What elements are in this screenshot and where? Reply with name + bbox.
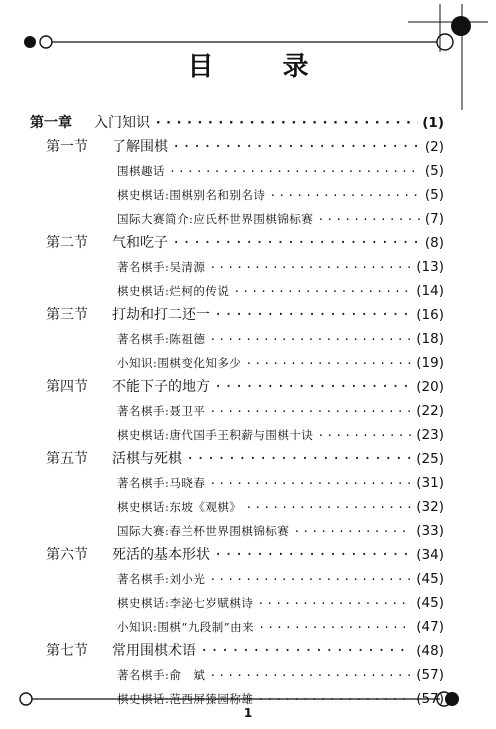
toc-entry-page: (2)	[424, 139, 444, 155]
toc-leader-dots	[269, 183, 421, 207]
toc-entry-sub[interactable]	[117, 279, 444, 303]
toc-entry-number: 第五节	[46, 451, 88, 467]
toc-entry-page: (33)	[416, 523, 444, 539]
toc-entry-label	[30, 111, 150, 135]
toc-entry-title: 国际大赛:春兰杯世界围棋锦标赛	[117, 524, 290, 538]
toc-leader-dots	[214, 303, 412, 327]
toc-leader-dots	[172, 135, 421, 159]
toc-leader-dots	[209, 471, 412, 495]
toc-entry-page: (20)	[416, 379, 444, 395]
toc-entry-title: 死活的基本形状	[112, 547, 210, 563]
toc-leader-dots	[154, 111, 418, 135]
page-title: 目 录	[187, 52, 339, 82]
toc-entry-label	[46, 231, 168, 255]
toc-entry-sub[interactable]	[117, 207, 444, 231]
toc-entry-label	[46, 135, 168, 159]
toc-leader-dots	[245, 351, 412, 375]
toc-entry-page: (57)	[416, 667, 444, 683]
toc-entry-label	[117, 615, 254, 639]
toc-leader-dots	[214, 543, 412, 567]
toc-entry-title: 棋史棋话:唐代国手王积薪与围棋十诀	[117, 428, 314, 442]
toc-entry-number: 第六节	[46, 547, 88, 563]
toc-leader-dots	[258, 615, 412, 639]
toc-entry-number: 第一节	[46, 139, 88, 155]
toc-entry-title: 小知识:围棋变化知多少	[117, 356, 242, 370]
toc-entry-label	[46, 447, 182, 471]
toc-entry-section[interactable]	[46, 375, 444, 399]
toc-entry-sub[interactable]	[117, 495, 444, 519]
toc-entry-section[interactable]	[46, 231, 444, 255]
toc-entry-title: 不能下子的地方	[112, 379, 210, 395]
toc-entry-sub[interactable]	[117, 255, 444, 279]
toc-entry-title: 棋史棋话:围棋别名和别名诗	[117, 188, 266, 202]
toc-entry-title: 著名棋手:聂卫平	[117, 404, 206, 418]
toc-entry-title: 著名棋手:马晓春	[117, 476, 206, 490]
toc-entry-label	[117, 423, 313, 447]
ornament-ball	[451, 16, 471, 36]
toc-leader-dots	[233, 279, 412, 303]
toc-entry-title: 打劫和打二还一	[112, 307, 210, 323]
toc-entry-label	[46, 375, 210, 399]
toc-entry-label	[117, 207, 313, 231]
toc-entry-title: 国际大赛简介:应氏杯世界围棋锦标赛	[117, 212, 314, 226]
toc-entry-title: 入门知识	[94, 115, 150, 131]
toc-entry-page: (13)	[416, 259, 444, 275]
toc-entry-page: (18)	[416, 331, 444, 347]
toc-entry-section[interactable]	[46, 135, 444, 159]
toc-leader-dots	[209, 255, 412, 279]
toc-entry-label	[46, 639, 196, 663]
toc-entry-number: 第七节	[46, 643, 88, 659]
toc-entry-title: 棋史棋话:东坡《观棋》	[117, 500, 242, 514]
toc-leader-dots	[209, 567, 412, 591]
toc-leader-dots	[317, 207, 421, 231]
toc-leader-dots	[317, 423, 412, 447]
toc-entry-title: 著名棋手:刘小光	[117, 572, 206, 586]
toc-entry-page: (32)	[416, 499, 444, 515]
toc-entry-page: (19)	[416, 355, 444, 371]
toc-entry-page: (23)	[416, 427, 444, 443]
toc-entry-section[interactable]	[46, 543, 444, 567]
toc-entry-page: (5)	[424, 163, 444, 179]
toc-entry-label	[117, 399, 205, 423]
toc-entry-label	[46, 303, 210, 327]
toc-entry-title: 棋史棋话:李泌七岁赋棋诗	[117, 596, 254, 610]
toc-entry-sub[interactable]	[117, 423, 444, 447]
toc-entry-page: (31)	[416, 475, 444, 491]
toc-entry-sub[interactable]	[117, 663, 444, 687]
toc-entry-page: (48)	[416, 643, 444, 659]
toc-leader-dots	[172, 231, 421, 255]
toc-entry-number: 第四节	[46, 379, 88, 395]
toc-entry-page: (1)	[422, 115, 444, 131]
toc-entry-title: 著名棋手:吴清源	[117, 260, 206, 274]
toc-entry-label	[117, 567, 205, 591]
toc-entry-label	[117, 663, 205, 687]
toc-entry-page: (45)	[416, 571, 444, 587]
toc-entry-title: 围棋趣话	[117, 164, 165, 178]
toc-entry-sub[interactable]	[117, 327, 444, 351]
toc-entry-page: (57)	[416, 691, 444, 707]
toc-leader-dots	[214, 375, 412, 399]
toc-entry-sub[interactable]	[117, 399, 444, 423]
toc-entry-page: (25)	[416, 451, 444, 467]
toc-entry-page: (16)	[416, 307, 444, 323]
toc-entry-title: 棋史棋话:烂柯的传说	[117, 284, 230, 298]
toc-entry-page: (14)	[416, 283, 444, 299]
toc-entry-number: 第二节	[46, 235, 88, 251]
bottom-ball	[445, 692, 459, 706]
toc-entry-page: (34)	[416, 547, 444, 563]
toc-entry-sub[interactable]	[117, 591, 444, 615]
toc-entry-label	[117, 183, 265, 207]
toc-leader-dots	[293, 519, 412, 543]
toc-entry-page: (7)	[424, 211, 444, 227]
toc-entry-page: (45)	[416, 595, 444, 611]
toc-entry-title: 常用围棋术语	[112, 643, 196, 659]
toc-entry-title: 活棋与死棋	[112, 451, 182, 467]
toc-entry-label	[117, 495, 241, 519]
toc-entry-sub[interactable]	[117, 183, 444, 207]
toc-entry-sub[interactable]	[117, 471, 444, 495]
toc-entry-page: (22)	[416, 403, 444, 419]
toc-entry-sub[interactable]	[117, 519, 444, 543]
toc-entry-title: 著名棋手:俞 斌	[117, 668, 206, 682]
toc-entry-section[interactable]	[46, 447, 444, 471]
toc-leader-dots	[209, 327, 412, 351]
toc-entry-sub[interactable]	[117, 615, 444, 639]
toc-entry-section[interactable]	[46, 303, 444, 327]
toc-entry-sub[interactable]	[117, 567, 444, 591]
toc-entry-number: 第一章	[30, 115, 72, 131]
toc-entry-chapter[interactable]	[30, 111, 444, 135]
toc-entry-title: 著名棋手:陈祖德	[117, 332, 206, 346]
toc-entry-label	[117, 279, 229, 303]
toc-entry-sub[interactable]	[117, 351, 444, 375]
toc-entry-sub[interactable]	[117, 159, 444, 183]
toc-entry-label	[117, 327, 205, 351]
toc-leader-dots	[245, 495, 412, 519]
toc-entry-title: 小知识:围棋“九段制”由来	[117, 620, 255, 634]
toc-leader-dots	[257, 591, 412, 615]
table-of-contents	[0, 111, 496, 707]
toc-entry-label	[46, 543, 210, 567]
toc-leader-dots	[209, 663, 412, 687]
toc-entry-page: (5)	[424, 187, 444, 203]
toc-entry-page: (8)	[424, 235, 444, 251]
toc-entry-section[interactable]	[46, 639, 444, 663]
toc-entry-label	[117, 519, 289, 543]
toc-leader-dots	[200, 639, 412, 663]
toc-entry-label	[117, 471, 205, 495]
toc-entry-title: 棋史棋话:范西屏獉园称雄	[117, 692, 254, 706]
toc-entry-title: 了解围棋	[112, 139, 168, 155]
toc-entry-title: 气和吃子	[112, 235, 168, 251]
toc-entry-page: (47)	[416, 619, 444, 635]
toc-leader-dots	[209, 399, 412, 423]
toc-leader-dots	[186, 447, 412, 471]
toc-entry-label	[117, 351, 241, 375]
toc-leader-dots	[169, 159, 421, 183]
bottom-dot-outline	[20, 693, 32, 705]
toc-entry-label	[117, 159, 165, 183]
toc-entry-label	[117, 255, 205, 279]
page-number: 1	[243, 706, 253, 720]
toc-entry-label	[117, 591, 253, 615]
toc-entry-number: 第三节	[46, 307, 88, 323]
